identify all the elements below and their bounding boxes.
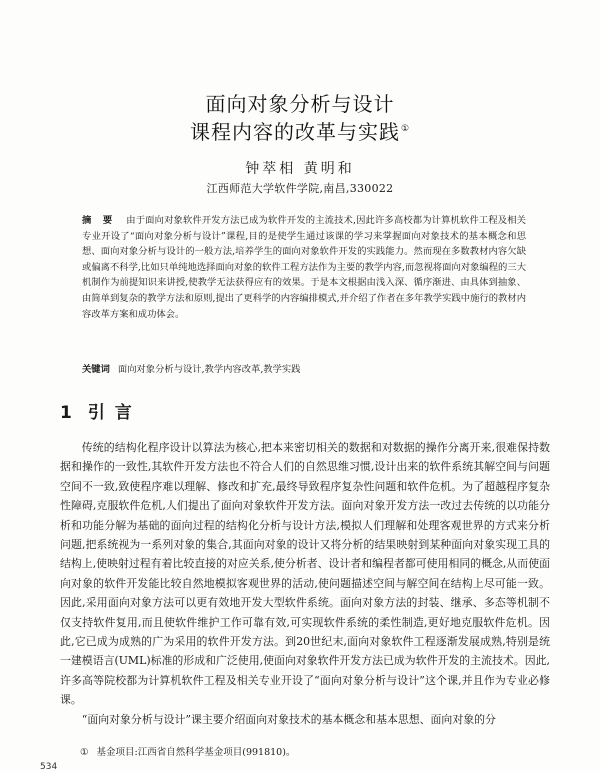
footnote-mark: ① <box>80 747 89 758</box>
section-heading <box>60 398 134 423</box>
body-paragraph-1: 传统的结构化程序设计以算法为核心,把本来密切相关的数据和对数据的操作分离开来,很难保持数据和操作的一致性,其软件开发方法也不符合人们的自然思维习惯,设计出来的软件系统其解空间与问题空间不一致,致使程序难以理解、修改和扩充,最终导致程序复杂性问题和软件危机。为了超越程序复杂性障碍,克服软件危机,人们提出了面向对象软件开发方法。面向对象开发方法一改过去传统的以功能分析和功能分解为基础的面向过程的结构化分析与设计方法,模拟人们理解和处理客观世界的方式来分析问题,把系统视为一系列对象的集合,其面向对象的设计又将分析的结果映射到某种面向对象实现工具的结构上,使映射过程有着比较直接的对应关系,使分析者、设计者和编程者都可使用相同的概念,从而使面向对象的软件开发能比较自然地模拟客观世界的活动,使问题描述空间与解空间在结构上尽可能一致。因此,采用面向对象方法可以更有效地开发大型软件系统。面向对象方法的封装、继承、多态等机制不仅支持软件复用,而且使软件维护工作可靠有效,可实现软件系统的柔性制造,更好地克服软件危机。因此,它已成为成熟的广为采用的软件开发方法。到20世纪末,面向对象软件工程逐渐发展成熟,特别是统一建模语言(UML)标准的形成和广泛使用,使面向对象软件开发方法已成为软件开发的主流技术。因此,许多高等院校都为计算机软件工程及相关专业开设了“面向对象分析与设计”这个课,并且作为专业必修课。 <box>60 441 550 707</box>
affiliation: 江西师范大学软件学院,南昌,330022 <box>206 182 394 195</box>
keywords-text: 面向对象分析与设计,教学内容改革,教学实践 <box>117 364 301 375</box>
footnote-text: 基金项目:江西省自然科学基金项目(991810)。 <box>96 747 296 758</box>
abstract <box>82 213 526 322</box>
title-line-1: 面向对象分析与设计 <box>205 92 395 116</box>
title-line-2 <box>0 116 600 145</box>
keywords <box>82 362 526 377</box>
section-number: 1 <box>60 403 74 423</box>
title-footnote-mark: ① <box>400 124 411 135</box>
body-text <box>60 438 550 729</box>
section-title: 引 言 <box>87 403 134 423</box>
footnote <box>80 744 295 758</box>
title-line-2-text: 课程内容的改革与实践 <box>189 120 400 144</box>
body-paragraph-2: “面向对象分析与设计”课主要介绍面向对象技术的基本概念和基本思想、面向对象的分 <box>81 712 496 726</box>
abstract-text: 由于面向对象软件开发方法已成为软件开发的主流技术,因此许多高校都为计算机软件工程及相关专业开设了“面向对象分析与设计”课程,目的是使学生通过该课的学习来掌握面向对象技术的基本概念和思想、面向对象分析与设计的一般方法,培养学生的面向对象软件开发的实践能力。然而现在多数教材内容欠缺或偏离不科学,比如只单纯地选择面向对象的软件工程方法作为主要的教学内容,而忽视将面向对象编程的三大机制作为前提知识来讲授,使教学无法获得应有的效果。于是本文根据由浅入深、循序渐进、由具体到抽象、由简单到复杂的教学方法和原则,提出了更科学的内容编排模式,并介绍了作者在多年教学实践中施行的教材内容改革方案和成功体会。 <box>82 215 526 320</box>
keywords-label: 关键词 <box>82 364 110 375</box>
page-number: 534 <box>40 762 58 772</box>
abstract-label: 摘 要 <box>82 215 117 226</box>
authors: 钟萃相 黄明和 <box>245 161 355 177</box>
